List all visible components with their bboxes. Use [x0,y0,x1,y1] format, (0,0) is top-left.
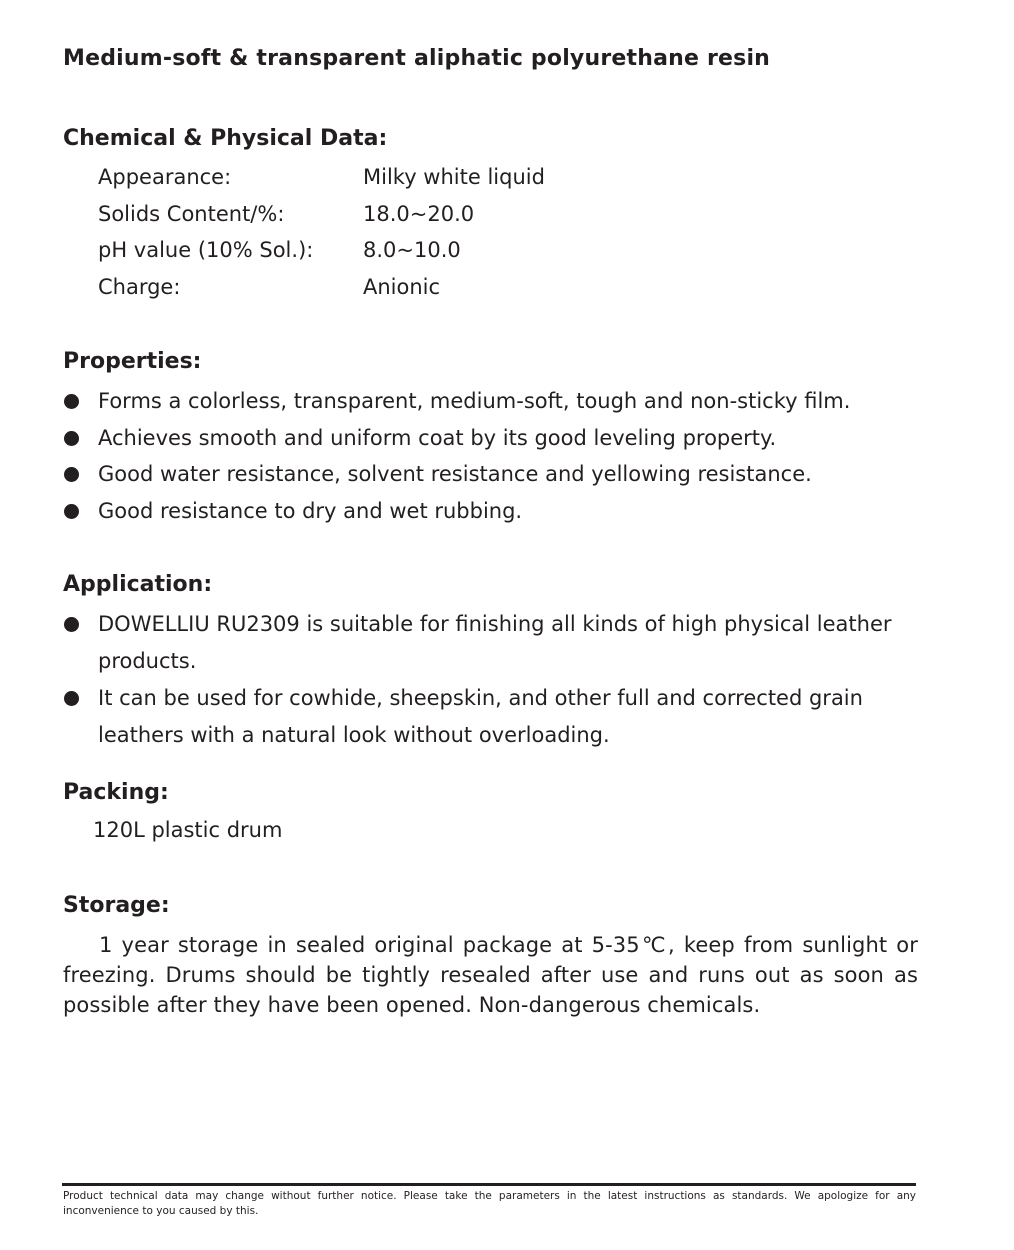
data-label: Charge: [98,275,181,299]
properties-heading: Properties: [63,349,202,374]
data-value: 18.0~20.0 [363,202,475,226]
application-item [63,606,923,680]
property-item [63,420,923,457]
property-text: Achieves smooth and uniform coat by its good leveling property. [98,426,777,450]
document-title: Medium-soft & transparent aliphatic polyurethane resin [63,46,771,71]
property-item [63,383,923,420]
data-row-ph-value [98,238,461,262]
property-text: Forms a colorless, transparent, medium-soft, tough and non-sticky film. [98,389,851,413]
storage-heading: Storage: [63,893,170,918]
bullet-icon [64,431,79,446]
footer-divider [62,1183,916,1186]
data-row-appearance [98,165,545,189]
footer-disclaimer: Product technical data may change without further notice. Please take the parameters in the latest instructions as standards. We apologize for any inconvenience to you caused by this. [63,1190,916,1217]
data-label: Appearance: [98,165,232,189]
data-row-charge [98,275,440,299]
application-text: DOWELLIU RU2309 is suitable for finishing all kinds of high physical leather products. [98,612,892,673]
data-value: Anionic [363,275,441,299]
bullet-icon [64,691,79,706]
data-label: pH value (10% Sol.): [98,238,314,262]
property-item [63,456,923,493]
data-row-solids-content [98,202,474,226]
packing-heading: Packing: [63,780,169,805]
chemical-data-heading: Chemical & Physical Data: [63,126,388,151]
property-text: Good water resistance, solvent resistance and yellowing resistance. [98,462,812,486]
bullet-icon [64,617,79,632]
application-heading: Application: [63,572,213,597]
storage-text: 1 year storage in sealed original package at 5-35℃, keep from sunlight or freezing. Drums should be tightly resealed after use and runs out as soon as possible after they have been opened. Non-dangerous chemicals. [63,933,918,1017]
bullet-icon [64,467,79,482]
packing-text: 120L plastic drum [93,818,283,842]
application-item [63,680,923,754]
bullet-icon [64,504,79,519]
property-text: Good resistance to dry and wet rubbing. [98,499,523,523]
data-value: Milky white liquid [363,165,545,189]
property-item [63,493,923,530]
application-text: It can be used for cowhide, sheepskin, and other full and corrected grain leathers with a natural look without overloading. [98,686,863,747]
data-label: Solids Content/%: [98,202,285,226]
data-value: 8.0~10.0 [363,238,461,262]
bullet-icon [64,394,79,409]
